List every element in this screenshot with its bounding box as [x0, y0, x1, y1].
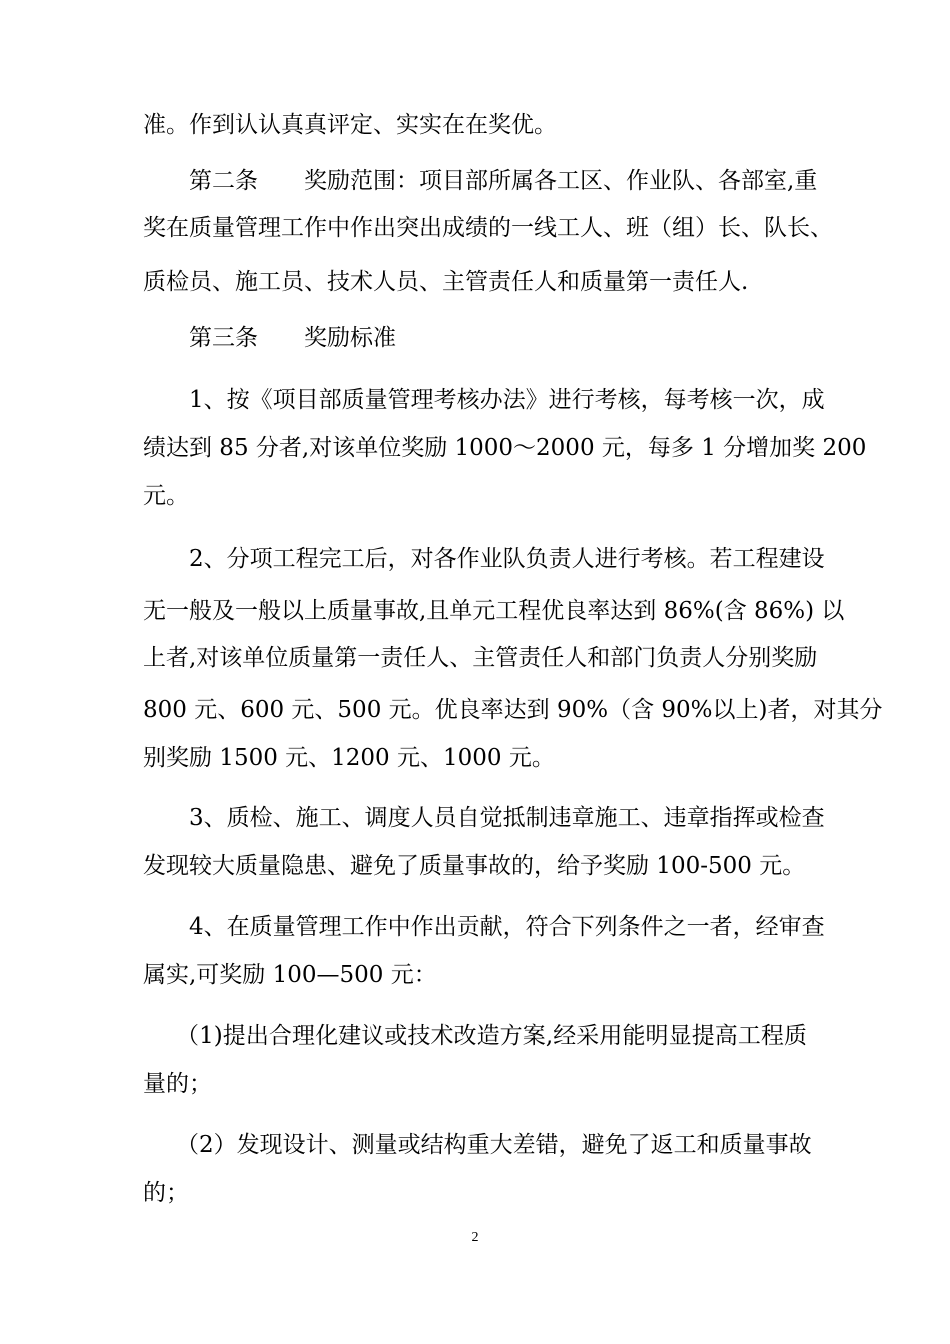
item-2-line-1: 2、分项工程完工后，对各作业队负责人进行考核。若工程建设	[189, 546, 825, 572]
page-number: 2	[471, 1230, 479, 1245]
item-1-line-2: 绩达到 85 分者,对该单位奖励 1000～2000 元，每多 1 分增加奖 200	[143, 435, 867, 461]
article-3-heading: 第三条 奖励标准	[189, 325, 396, 351]
item-4-line-1: 4、在质量管理工作中作出贡献，符合下列条件之一者，经审查	[189, 914, 825, 940]
item-3-line-2: 发现较大质量隐患、避免了质量事故的，给予奖励 100-500 元。	[143, 853, 806, 879]
text-line-1: 准。作到认认真真评定、实实在在奖优。	[143, 112, 557, 138]
sub-item-2-line-1: （2）发现设计、测量或结构重大差错，避免了返工和质量事故	[176, 1132, 812, 1158]
article-2-line-3: 质检员、施工员、技术人员、主管责任人和质量第一责任人.	[143, 269, 749, 295]
article-2-line-2: 奖在质量管理工作中作出突出成绩的一线工人、班（组）长、队长、	[143, 215, 833, 241]
sub-item-1-line-1: （1)提出合理化建议或技术改造方案,经采用能明显提高工程质	[176, 1023, 807, 1049]
sub-item-1-line-2: 量的；	[143, 1071, 212, 1097]
item-4-line-2: 属实,可奖励 100—500 元：	[143, 962, 437, 988]
item-2-line-3: 上者,对该单位质量第一责任人、主管责任人和部门负责人分别奖励	[143, 645, 818, 671]
sub-item-2-line-2: 的；	[143, 1180, 189, 1206]
item-2-line-5: 别奖励 1500 元、1200 元、1000 元。	[143, 745, 555, 771]
item-3-line-1: 3、质检、施工、调度人员自觉抵制违章施工、违章指挥或检查	[189, 805, 825, 831]
item-1-line-3: 元。	[143, 483, 189, 509]
item-2-line-2: 无一般及一般以上质量事故,且单元工程优良率达到 86%(含 86%) 以	[143, 598, 845, 624]
item-1-line-1: 1、按《项目部质量管理考核办法》进行考核，每考核一次，成	[189, 387, 825, 413]
article-2-line-1: 第二条 奖励范围：项目部所属各工区、作业队、各部室,重	[189, 168, 818, 194]
item-2-line-4: 800 元、600 元、500 元。优良率达到 90%（含 90%以上)者，对其分	[143, 697, 883, 723]
